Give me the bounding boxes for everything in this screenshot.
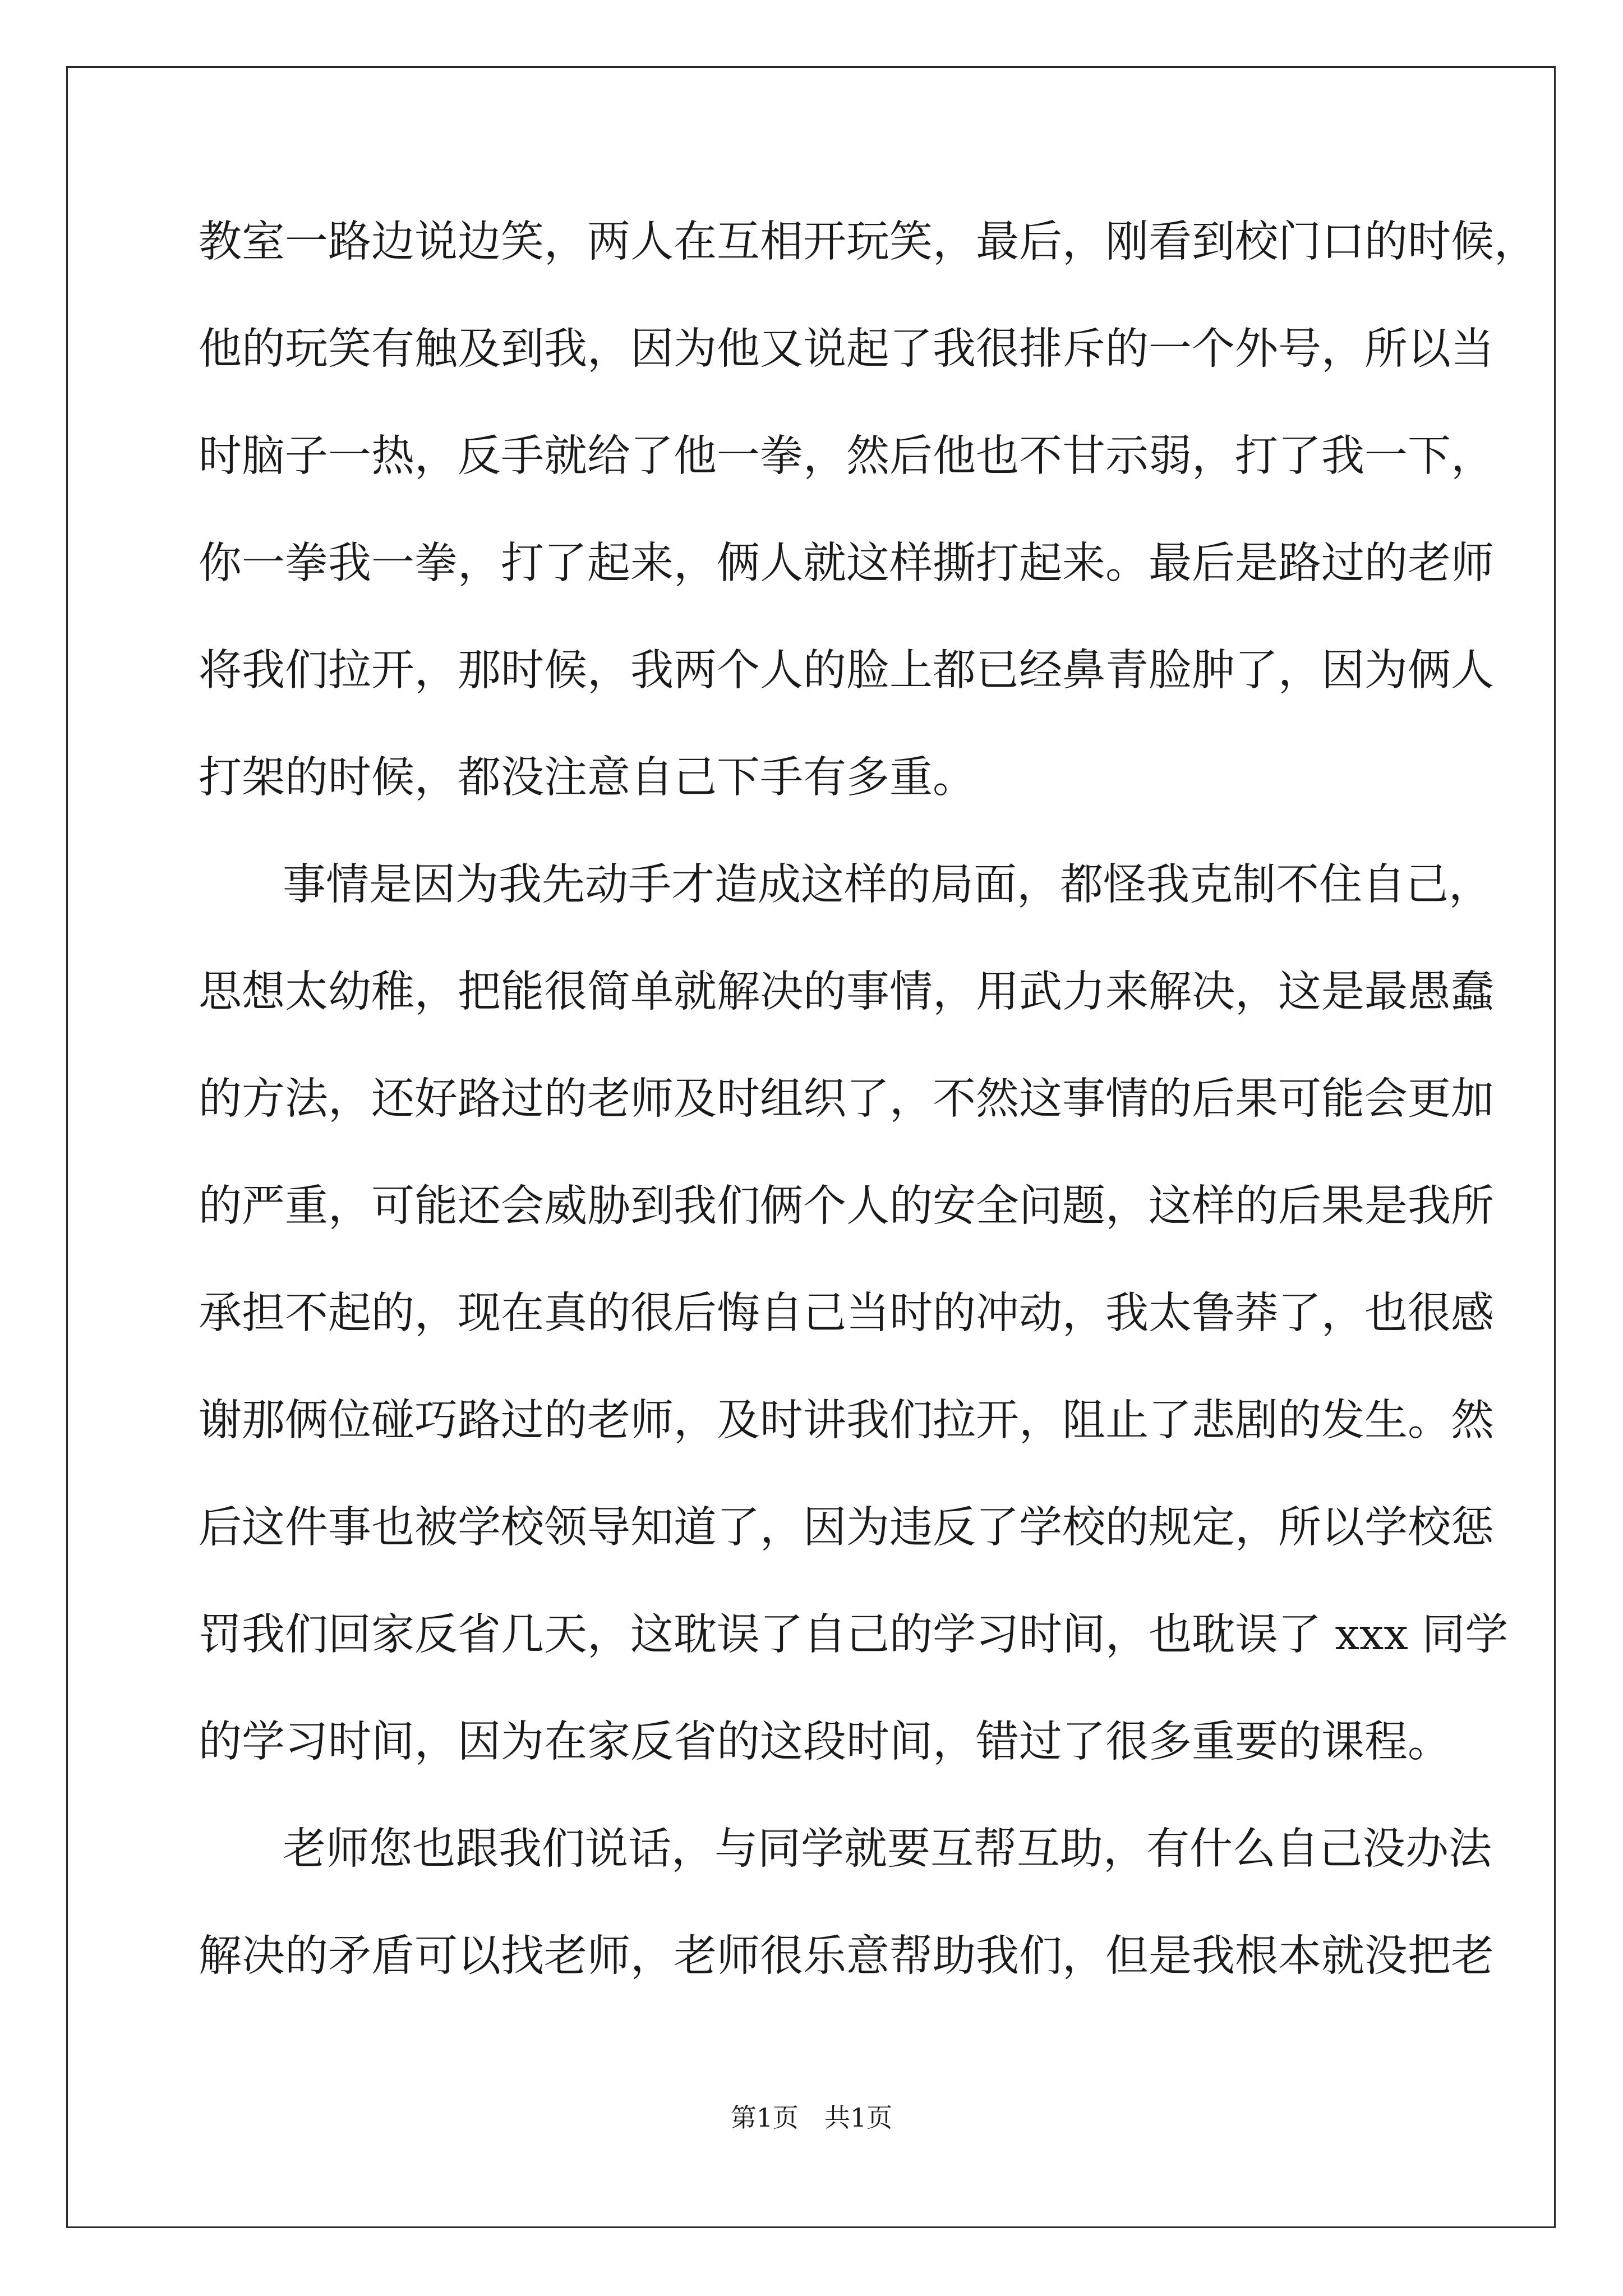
text-line: 打架的时候，都没注意自己下手有多重。	[199, 753, 976, 803]
text-line: 后这件事也被学校领导知道了，因为违反了学校的规定，所以学校惩	[199, 1503, 1494, 1553]
text-line: 的学习时间，因为在家反省的这段时间，错过了很多重要的课程。	[199, 1717, 1451, 1767]
text-line: 将我们拉开，那时候，我两个人的脸上都已经鼻青脸肿了，因为俩人	[199, 646, 1494, 696]
page-total: 共1页	[824, 2102, 893, 2133]
text-line: 的方法，还好路过的老师及时组织了，不然这事情的后果可能会更加	[199, 1074, 1494, 1124]
text-line: 承担不起的，现在真的很后悔自己当时的冲动，我太鲁莽了，也很感	[199, 1289, 1494, 1338]
text-line: 你一拳我一拳，打了起来，俩人就这样撕打起来。最后是路过的老师	[199, 539, 1494, 588]
paragraph-first-line: 事情是因为我先动手才造成这样的局面，都怪我克制不住自己，	[283, 860, 1492, 910]
text-line: 罚我们回家反省几天，这耽误了自己的学习时间，也耽误了 xxx 同学	[199, 1610, 1509, 1660]
text-line: 思想太幼稚，把能很简单就解决的事情，用武力来解决，这是最愚蠢	[199, 967, 1494, 1017]
text-line: 时脑子一热，反手就给了他一拳，然后他也不甘示弱，打了我一下，	[199, 431, 1494, 481]
text-line: 教室一路边说边笑，两人在互相开玩笑，最后，刚看到校门口的时候，	[199, 217, 1537, 267]
page-number: 第1页	[730, 2102, 799, 2133]
text-line: 他的玩笑有触及到我，因为他又说起了我很排斥的一个外号，所以当	[199, 324, 1494, 374]
page-border	[66, 66, 1556, 2228]
text-line: 谢那俩位碰巧路过的老师，及时讲我们拉开，阻止了悲剧的发生。然	[199, 1396, 1494, 1446]
text-line: 的严重，可能还会威胁到我们俩个人的安全问题，这样的后果是我所	[199, 1181, 1494, 1231]
page-footer	[0, 2101, 1623, 2134]
text-line: 解决的矛盾可以找老师，老师很乐意帮助我们，但是我根本就没把老	[199, 1931, 1494, 1981]
paragraph-first-line: 老师您也跟我们说话，与同学就要互帮互助，有什么自己没办法	[283, 1824, 1492, 1874]
